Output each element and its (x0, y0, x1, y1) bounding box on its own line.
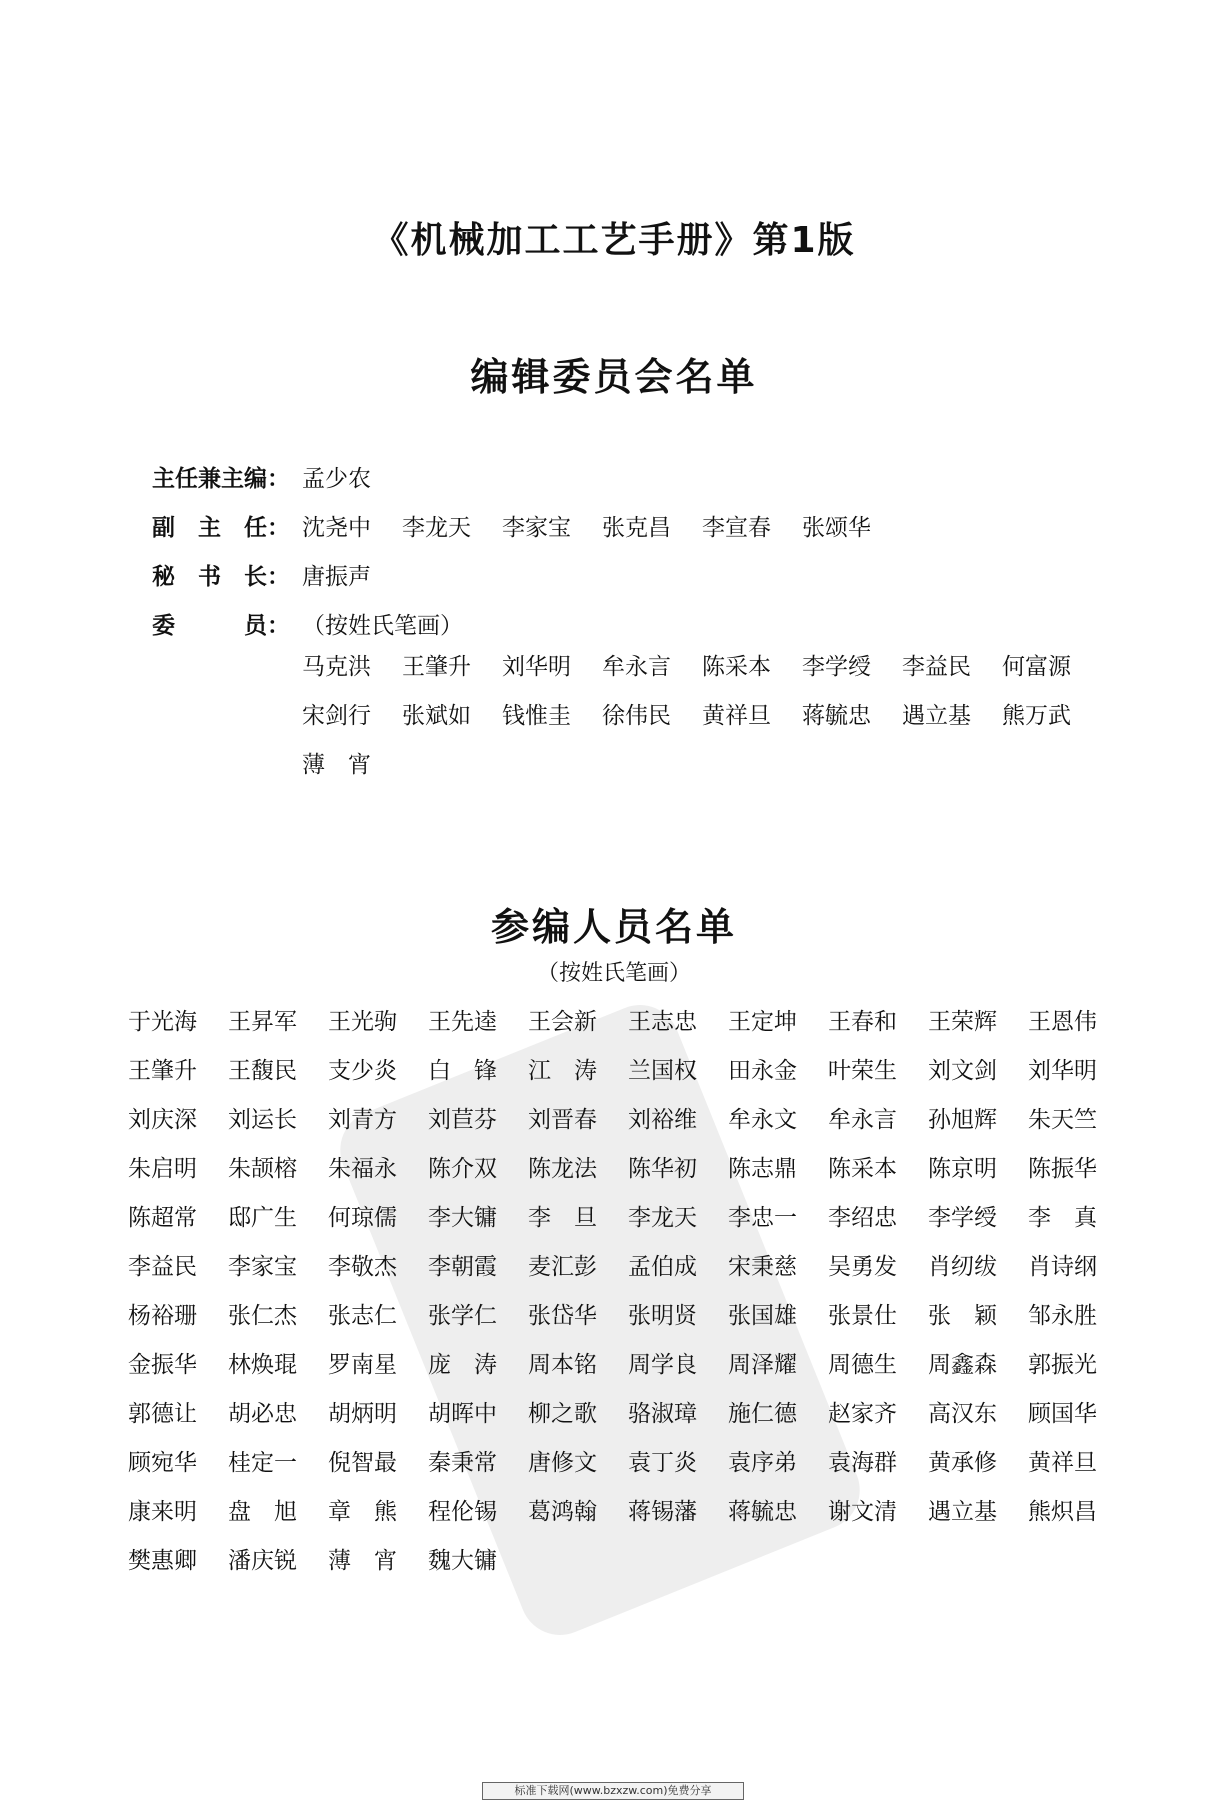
contributor-name: 王昇军 (228, 1009, 297, 1035)
committee-person-name: 李家宝 (502, 515, 571, 541)
committee-member-name: 黄祥旦 (702, 703, 771, 729)
contributor-name: 李 旦 (528, 1205, 597, 1231)
contributor-name: 王恩伟 (1028, 1009, 1097, 1035)
contributor-name: 张岱华 (528, 1303, 597, 1329)
contributor-name: 周本铭 (528, 1352, 597, 1378)
contributor-name: 刘苣芬 (428, 1107, 497, 1133)
contributor-name: 牟永文 (728, 1107, 797, 1133)
contributor-name: 王光驹 (328, 1009, 397, 1035)
contributor-name: 赵家齐 (828, 1401, 897, 1427)
committee-member-name: 刘华明 (502, 654, 571, 680)
contributor-name: 胡必忠 (228, 1401, 297, 1427)
committee-member-name: 薄 宵 (302, 752, 371, 778)
contributor-name: 朱启明 (128, 1156, 197, 1182)
contributor-name: 李龙天 (628, 1205, 697, 1231)
contributors-title: 参编人员名单 (490, 904, 737, 949)
contributor-name: 兰国权 (628, 1058, 697, 1084)
contributor-name: 王春和 (828, 1009, 897, 1035)
contributor-name: 邸广生 (228, 1205, 297, 1231)
committee-member-name: 蒋毓忠 (802, 703, 871, 729)
contributor-name: 潘庆锐 (228, 1548, 297, 1574)
contributor-name: 陈振华 (1028, 1156, 1097, 1182)
contributor-name: 朱福永 (328, 1156, 397, 1182)
contributor-name: 胡晖中 (428, 1401, 497, 1427)
contributor-name: 朱天竺 (1028, 1107, 1097, 1133)
contributor-name: 柳之歌 (528, 1401, 597, 1427)
editorial-row (152, 599, 1092, 648)
contributor-name: 李大镛 (428, 1205, 497, 1231)
contributor-name: 熊炽昌 (1028, 1499, 1097, 1525)
contributor-name: 叶荣生 (828, 1058, 897, 1084)
contributor-name: 张明贤 (628, 1303, 697, 1329)
contributor-name: 程伦锡 (428, 1499, 497, 1525)
committee-person-name: 李宣春 (702, 515, 771, 541)
contributor-name: 黄承修 (928, 1450, 997, 1476)
committee-members-grid (302, 643, 1112, 790)
contributor-name: 蒋毓忠 (728, 1499, 797, 1525)
contributor-name: 王会新 (528, 1009, 597, 1035)
committee-member-name: 徐伟民 (602, 703, 671, 729)
contributor-name: 骆淑璋 (628, 1401, 697, 1427)
editorial-role-label: 委 员： (152, 613, 290, 639)
committee-person-name: （按姓氏笔画） (302, 613, 463, 639)
contributor-name: 刘青方 (328, 1107, 397, 1133)
committee-member-name: 陈采本 (702, 654, 771, 680)
contributor-name: 朱颉榕 (228, 1156, 297, 1182)
contributor-name: 孙旭辉 (928, 1107, 997, 1133)
contributor-name: 张 颖 (928, 1303, 997, 1329)
contributor-name: 高汉东 (928, 1401, 997, 1427)
contributor-name: 王荣辉 (928, 1009, 997, 1035)
editorial-role-label: 主任兼主编： (152, 466, 290, 492)
editorial-committee-title: 编辑委员会名单 (470, 354, 758, 399)
contributor-name: 刘运长 (228, 1107, 297, 1133)
committee-person-name: 张克昌 (602, 515, 671, 541)
contributor-name: 陈志鼎 (728, 1156, 797, 1182)
contributor-name: 金振华 (128, 1352, 197, 1378)
editorial-row (152, 452, 1092, 501)
committee-person-name: 李龙天 (402, 515, 471, 541)
contributor-name: 李敬杰 (328, 1254, 397, 1280)
editorial-row (152, 550, 1092, 599)
contributor-name: 刘晋春 (528, 1107, 597, 1133)
contributor-name: 李 真 (1028, 1205, 1097, 1231)
contributor-name: 支少炎 (328, 1058, 397, 1084)
contributor-name: 遇立基 (928, 1499, 997, 1525)
contributor-name: 王肇升 (128, 1058, 197, 1084)
contributor-name: 于光海 (128, 1009, 197, 1035)
contributor-name: 王志忠 (628, 1009, 697, 1035)
contributor-name: 杨裕珊 (128, 1303, 197, 1329)
contributor-name: 樊惠卿 (128, 1548, 197, 1574)
contributor-name: 庞 涛 (428, 1352, 497, 1378)
contributors-grid (128, 998, 1128, 1586)
contributor-name: 肖纫绂 (928, 1254, 997, 1280)
contributor-name: 秦秉常 (428, 1450, 497, 1476)
contributor-name: 周泽耀 (728, 1352, 797, 1378)
committee-member-name: 牟永言 (602, 654, 671, 680)
contributor-name: 盘 旭 (228, 1499, 297, 1525)
contributor-name: 康来明 (128, 1499, 197, 1525)
contributor-name: 吴勇发 (828, 1254, 897, 1280)
committee-member-name: 李益民 (902, 654, 971, 680)
editorial-role-label: 副 主 任： (152, 515, 290, 541)
contributor-name: 袁丁炎 (628, 1450, 697, 1476)
contributor-name: 薄 宵 (328, 1548, 397, 1574)
contributor-name: 刘文剑 (928, 1058, 997, 1084)
book-title: 《机械加工工艺手册》第1版 (372, 220, 856, 261)
committee-person-name: 沈尧中 (302, 515, 371, 541)
contributor-name: 蒋锡藩 (628, 1499, 697, 1525)
contributor-name: 李绍忠 (828, 1205, 897, 1231)
contributor-name: 章 熊 (328, 1499, 397, 1525)
footer-source-note: 标准下载网(www.bzxzw.com)免费分享 (482, 1782, 744, 1800)
contributor-name: 麦汇彭 (528, 1254, 597, 1280)
committee-person-name: 孟少农 (302, 466, 371, 492)
contributor-name: 陈介双 (428, 1156, 497, 1182)
contributor-name: 魏大镛 (428, 1548, 497, 1574)
contributor-name: 罗南星 (328, 1352, 397, 1378)
contributor-name: 周鑫森 (928, 1352, 997, 1378)
contributor-name: 唐修文 (528, 1450, 597, 1476)
contributor-name: 陈京明 (928, 1156, 997, 1182)
contributor-name: 黄祥旦 (1028, 1450, 1097, 1476)
contributor-name: 施仁德 (728, 1401, 797, 1427)
editorial-row (152, 501, 1092, 550)
contributor-name: 胡炳明 (328, 1401, 397, 1427)
contributor-name: 张学仁 (428, 1303, 497, 1329)
contributor-name: 葛鸿翰 (528, 1499, 597, 1525)
contributor-name: 李学绶 (928, 1205, 997, 1231)
committee-member-name: 钱惟圭 (502, 703, 571, 729)
committee-person-name: 张颂华 (802, 515, 871, 541)
committee-member-name: 张斌如 (402, 703, 471, 729)
contributors-sort-note: （按姓氏笔画） (536, 961, 691, 986)
contributor-name: 陈华初 (628, 1156, 697, 1182)
contributor-name: 顾宛华 (128, 1450, 197, 1476)
contributor-name: 刘庆深 (128, 1107, 197, 1133)
contributor-name: 邹永胜 (1028, 1303, 1097, 1329)
committee-member-name: 宋剑行 (302, 703, 371, 729)
committee-person-name: 唐振声 (302, 564, 371, 590)
contributor-name: 肖诗纲 (1028, 1254, 1097, 1280)
committee-member-name: 马克洪 (302, 654, 371, 680)
editorial-role-label: 秘 书 长： (152, 564, 290, 590)
contributor-name: 田永金 (728, 1058, 797, 1084)
contributor-name: 桂定一 (228, 1450, 297, 1476)
contributor-name: 王定坤 (728, 1009, 797, 1035)
contributor-name: 陈超常 (128, 1205, 197, 1231)
contributor-name: 王馥民 (228, 1058, 297, 1084)
contributor-name: 白 锋 (428, 1058, 497, 1084)
contributor-name: 刘华明 (1028, 1058, 1097, 1084)
contributor-name: 张景仕 (828, 1303, 897, 1329)
committee-member-name: 熊万武 (1002, 703, 1071, 729)
contributor-name: 李朝霞 (428, 1254, 497, 1280)
contributor-name: 孟伯成 (628, 1254, 697, 1280)
contributor-name: 林焕琨 (228, 1352, 297, 1378)
contributor-name: 袁序弟 (728, 1450, 797, 1476)
contributor-name: 郭振光 (1028, 1352, 1097, 1378)
contributor-name: 倪智最 (328, 1450, 397, 1476)
contributor-name: 顾国华 (1028, 1401, 1097, 1427)
contributor-name: 袁海群 (828, 1450, 897, 1476)
contributor-name: 李家宝 (228, 1254, 297, 1280)
contributor-name: 张国雄 (728, 1303, 797, 1329)
contributor-name: 宋秉慈 (728, 1254, 797, 1280)
contributor-name: 李忠一 (728, 1205, 797, 1231)
contributor-name: 郭德让 (128, 1401, 197, 1427)
committee-member-name: 遇立基 (902, 703, 971, 729)
contributor-name: 张仁杰 (228, 1303, 297, 1329)
contributor-name: 周学良 (628, 1352, 697, 1378)
contributor-name: 刘裕维 (628, 1107, 697, 1133)
contributor-name: 何琼儒 (328, 1205, 397, 1231)
committee-member-name: 王肇升 (402, 654, 471, 680)
contributor-name: 陈龙法 (528, 1156, 597, 1182)
contributor-name: 谢文清 (828, 1499, 897, 1525)
contributor-name: 江 涛 (528, 1058, 597, 1084)
committee-member-name: 何富源 (1002, 654, 1071, 680)
contributor-name: 牟永言 (828, 1107, 897, 1133)
contributor-name: 李益民 (128, 1254, 197, 1280)
committee-member-name: 李学绶 (802, 654, 871, 680)
contributor-name: 王先逵 (428, 1009, 497, 1035)
contributor-name: 张志仁 (328, 1303, 397, 1329)
contributor-name: 周德生 (828, 1352, 897, 1378)
editorial-committee-list (152, 452, 1092, 648)
contributor-name: 陈采本 (828, 1156, 897, 1182)
